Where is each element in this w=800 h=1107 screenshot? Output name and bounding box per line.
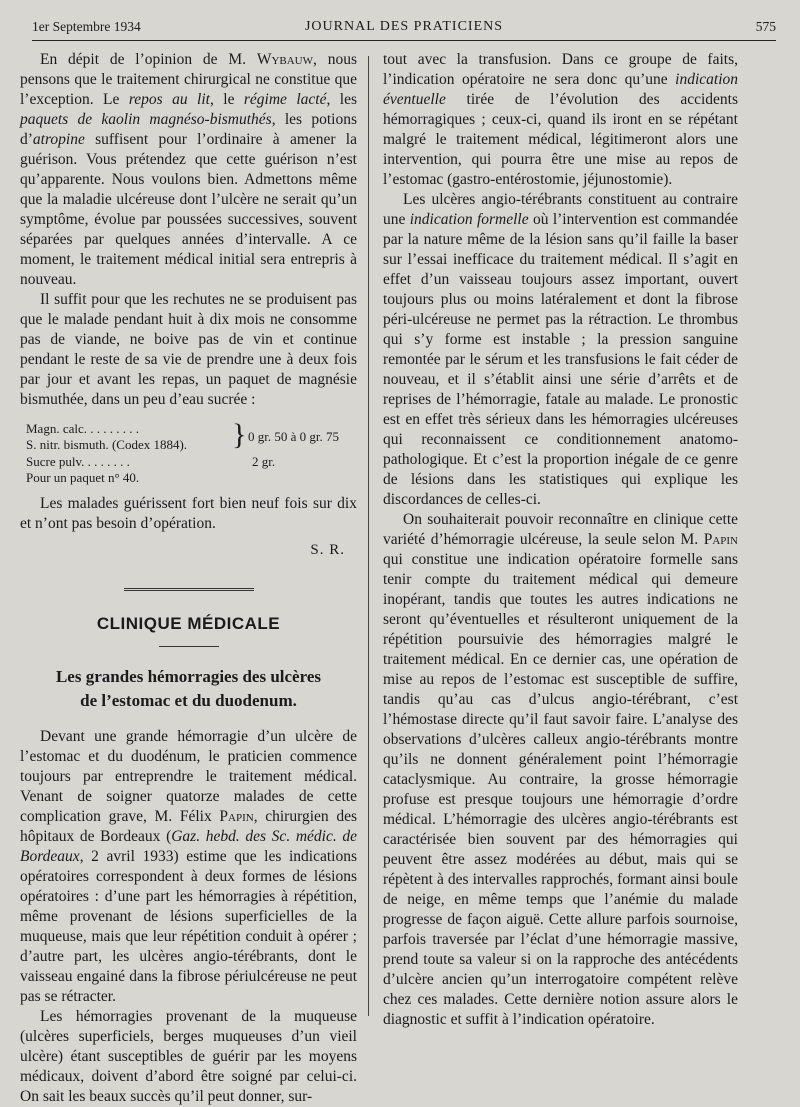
header-page-number: 575	[755, 19, 776, 34]
paragraph: Les hémorragies provenant de la muqueuse (ulcères superficiels, berges muqueuses d’un vieil ulcère) étant susceptibles de guérir par les moyens médicaux, doivent d’abord être soigné par celui-ci. On sait les beaux succès qu’il peut donner, sur-	[20, 1008, 357, 1105]
section-title: CLINIQUE MÉDICALE	[96, 614, 281, 633]
prescription-dose: 2 gr.	[252, 454, 276, 469]
right-column	[383, 50, 738, 1030]
prescription-dose: 0 gr. 50 à 0 gr. 75	[248, 429, 339, 444]
page-header	[32, 16, 776, 41]
paragraph: Il suffit pour que les rechutes ne se produisent pas que le malade pendant huit à dix mois ne consomme pas de viande, ne boive pas de vin et continue pendant le reste de sa vie de prendre une à deux fois par jour et avant les repas, un paquet de magnésie bismuthée, dans un peu d’eau sucrée :	[20, 291, 357, 408]
column-divider	[368, 56, 369, 1016]
prescription-item: Pour un paquet n° 40.	[26, 470, 140, 485]
paragraph: On souhaiterait pouvoir reconnaître en clinique cette variété d’hémorragie ulcéreuse, la seule selon M. Papin qui constitue une indication opératoire formelle sans tenir compte du traitement médical qui demeure inopérant, tandis que toutes les autres indications ne seront qu’éventuelles et résulteront uniquement de la répétition poursuivie des hémorragies malgré le traitement médical. En ce dernier cas, une opération de mise au repos de l’estomac est susceptible de suffire, tandis qu’au cas d’ulcus angio-térébrant, c’est l’hémostase directe qu’il faut savoir faire. L’analyse des observations d’ulcères calleux angio-térébrants montre qu’ils ne donnent généralement point l’hémorragie cataclysmique. Au contraire, la grosse hémorragie profuse est presque toujours une hémorragie d’ordre médical. L’hémorragie des ulcères angio-térébrants est caractérisée bien souvent par des hémorragies qui peuvent être assez modérées au début, mais qui se répètent à des intervalles rapprochés, formant ainsi boule de neige, en même temps que l’anémie du malade progresse de façon aiguë. Cette allure parfois sournoise, parfois traversée par l’éclat d’une hémorragie massive, prend toute sa valeur si on la rapproche des antécédents d’ulcère ancien qu’un interrogatoire compétent relève chez ces malades. Cette dernière notion assure alors le diagnostic et suffit à l’indication opératoire.	[383, 511, 738, 1028]
brace: }	[232, 418, 247, 451]
left-column	[20, 50, 357, 1107]
prescription-item: Sucre pulv. . . . . . . .	[26, 454, 130, 469]
paragraph: En dépit de l’opinion de M. Wybauw, nous pensons que le traitement chirurgical ne constitue que l’exception. Le repos au lit, le régime lacté, les paquets de kaolin magnéso-bismuthés, les potions d’atropine suffisent pour l’ordinaire à amener la guérison. Vous prétendez que cette guérison n’est qu’apparente. Nous voulons bien. Admettons même que la maladie ulcéreuse dont l’ulcère ne serait qu’un symptôme, évolue par poussées successives, souvent séparées par quelques années d’intervalle. A ce moment, le traitement médical initial sera entrepris à nouveau.	[20, 51, 358, 288]
paragraph: Devant une grande hémorragie d’un ulcère de l’estomac et du duodénum, le praticien commence toujours par entreprendre le traitement médical. Venant de soigner quatorze malades de cette complication grave, M. Félix Papin, chirurgien des hôpitaux de Bordeaux (Gaz. hebd. des Sc. médic. de Bordeaux, 2 avril 1933) estime que les indications opératoires correspondent à deux formes de lésions opératoires : d’une part les hémorragies à répétition, même provenant de lésions superficielles de la muqueuse, mais que leur répétition conduit à opérer ; d’autre part, les ulcères angio-térébrants, dont le vaisseau engainé dans la fibrose périulcéreuse ne peut pas se rétracter.	[20, 728, 357, 1005]
paragraph: Les ulcères angio-térébrants constituent au contraire une indication formelle où l’intervention est commandée par la nature même de la lésion sans qu’il faille la baser sur l’essai inefficace du traitement médical. Il s’agit en effet d’un vaisseau toujours assez important, ouvert toujours plus ou moins latéralement et dont la fibrose péri-ulcéreuse ne permet pas la rétraction. Le thrombus qui s’y forme est instable ; la pression sanguine remontée par le sérum et les transfusions le fait céder de nouveau, et il s’établit ainsi une série d’arrêts et de reprises de l’hémorragie, fatale au malade. Le pronostic est en effet très sérieux dans les hémorragies ulcéreuses qui reconnaissent ce conditionnement anatomo-pathologique. Et c’est la proportion inégale de ce genre de lésions dans les statistiques qui explique les discordances de celles-ci.	[383, 191, 738, 508]
header-journal-title: JOURNAL DES PRATICIENS	[304, 19, 504, 34]
article-title: Les grandes hémorragies des ulcères de l’estomac et du duodenum.	[55, 667, 322, 710]
prescription-item: Magn. calc. . . . . . . . .	[26, 421, 140, 436]
prescription-item: S. nitr. bismuth. (Codex 1884).	[26, 437, 188, 452]
section-divider	[124, 588, 254, 594]
paragraph: Les malades guérissent fort bien neuf fois sur dix et n’ont pas besoin d’opération.	[20, 495, 357, 532]
signature: S. R.	[310, 542, 345, 558]
paragraph: tout avec la transfusion. Dans ce groupe de faits, l’indication opératoire ne sera donc qu’une indication éventuelle tirée de l’évolution des accidents hémorragiques ; ceux-ci, quand ils iront en se répétant malgré le traitement médical, légitimeront alors une intervention, qui pourra être une mise au repos de l’estomac (gastro-entérostomie, jéjunostomie).	[383, 51, 738, 188]
title-divider	[159, 646, 219, 647]
header-date: 1er Septembre 1934	[32, 19, 141, 34]
prescription	[26, 418, 357, 485]
